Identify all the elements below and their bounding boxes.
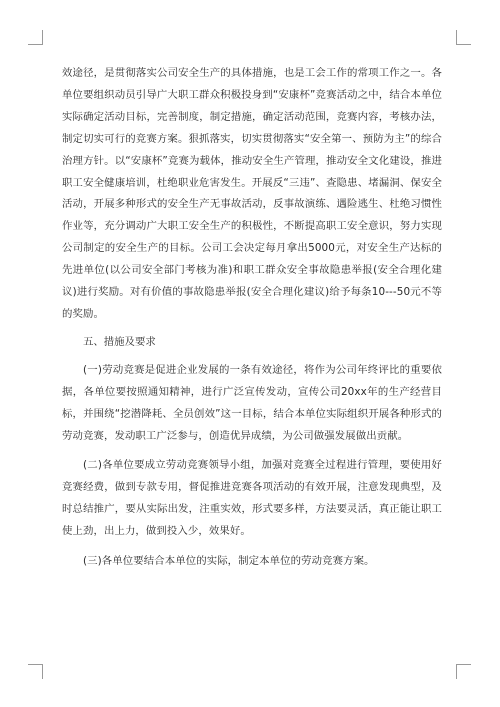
crop-mark-top-left <box>28 30 43 45</box>
section-heading: 五、措施及要求 <box>83 335 156 348</box>
document-body <box>62 63 442 573</box>
item-paragraph-1: (一)劳动竞赛是促进企业发展的一条有效途径，将作为公司年终评比的重要依据，各单位要按照通知精神，进行广泛宣传发动，宣传公司20xx年的生产经营目标，并围绕“挖潜降耗、全员创效”这一目标，结合本单位实际组织开展各种形式的劳动竞赛，发动职工广泛参与，创造优异成绩，为公司做强发展做出贡献。 <box>62 363 442 442</box>
item-paragraph-3: (三)各单位要结合本单位的实际，制定本单位的劳动竞赛方案。 <box>83 555 375 568</box>
crop-mark-bottom-right <box>456 664 471 679</box>
item-paragraph-2: (二)各单位要成立劳动竞赛领导小组，加强对竞赛全过程进行管理，要使用好竞赛经费，做到专款专用，督促推进竞赛各项活动的有效开展，注意发现典型，及时总结推广，要从实际出发，注重实效，形式要多样，方法要灵活，真正能让职工使上劲，出上力，做到投入少，效果好。 <box>62 459 442 538</box>
intro-paragraph: 效途径，是贯彻落实公司安全生产的具体措施，也是工会工作的常项工作之一。各单位要组织动员引导广大职工群众积极投身到“安康杯”竞赛活动之中，结合本单位实际确定活动目标，完善制度，制定措施，确定活动范围，竞赛内容，考核办法，制定切实可行的竞赛方案。狠抓落实，切实贯彻落实“安全第一、预防为主”的综合治理方针。以“安康杯”竞赛为载体，推动安全生产管理，推动安全文化建设，推进职工安全健康培训，杜绝职业危害发生。开展反“三违”、查隐患、堵漏洞、保安全活动，开展多种形式的安全生产无事故活动，反事故演练、遇险逃生、杜绝习惯性作业等，充分调动广大职工安全生产的积极性，不断提高职工安全意识，努力实现公司制定的安全生产的目标。公司工会决定每月拿出5000元，对安全生产达标的先进单位(以公司安全部门考核为准)和职工群众安全事故隐患举报(安全合理化建议)进行奖励。对有价值的事故隐患举报(安全合理化建议)给予每条10---50元不等的奖励。 <box>62 67 442 320</box>
crop-mark-top-right <box>456 30 471 45</box>
crop-mark-bottom-left <box>28 664 43 679</box>
